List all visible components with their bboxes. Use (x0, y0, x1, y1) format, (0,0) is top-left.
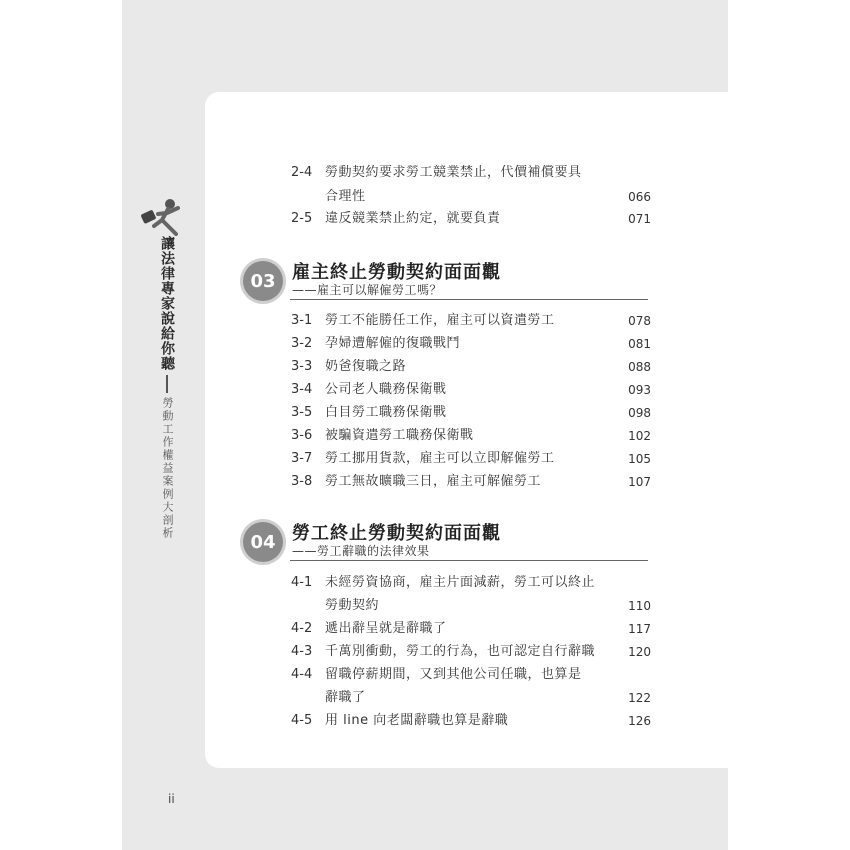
toc-entry (291, 162, 651, 184)
entry-number: 4-5 (291, 713, 313, 728)
entry-title: 合理性 (325, 189, 366, 204)
toc-entry (291, 618, 651, 640)
chapter-divider (290, 299, 648, 300)
entry-number: 3-2 (291, 336, 313, 351)
chapter-title: 勞工終止勞動契約面面觀 (292, 523, 501, 544)
entry-number: 3-4 (291, 382, 313, 397)
book-side-title (152, 236, 182, 540)
entry-title: 千萬別衝動，勞工的行為，也可認定自行辭職 (325, 644, 596, 659)
entry-number: 2-5 (291, 211, 313, 226)
entry-title: 勞動契約要求勞工競業禁止，代價補償要具 (325, 165, 582, 180)
book-subtitle: 勞動工作權益案例大剖析 (161, 397, 174, 540)
entry-number: 3-7 (291, 451, 313, 466)
entry-number: 3-6 (291, 428, 313, 443)
entry-number: 3-3 (291, 359, 313, 374)
entry-title: 孕婦遭解僱的復職戰鬥 (325, 336, 461, 351)
entry-page: 102 (628, 429, 651, 443)
toc-entry (291, 333, 651, 355)
toc-entry-continuation (291, 186, 651, 208)
toc-entry (291, 471, 651, 493)
toc-entry (291, 310, 651, 332)
entry-page: 122 (628, 691, 651, 705)
entry-title: 遞出辭呈就是辭職了 (325, 621, 447, 636)
title-divider (166, 375, 168, 393)
entry-title: 被騙資遣勞工職務保衛戰 (325, 428, 474, 443)
entry-title: 公司老人職務保衛戰 (325, 382, 447, 397)
toc-entry (291, 710, 651, 732)
toc-entry (291, 572, 651, 594)
entry-number: 3-1 (291, 313, 313, 328)
chapter-title: 雇主終止勞動契約面面觀 (292, 262, 501, 283)
entry-title: 留職停薪期間，又到其他公司任職，也算是 (325, 667, 582, 682)
entry-page: 105 (628, 452, 651, 466)
entry-page: 126 (628, 714, 651, 728)
entry-title: 勞工挪用貨款，雇主可以立即解僱勞工 (325, 451, 555, 466)
toc-entry (291, 208, 651, 230)
entry-number: 2-4 (291, 165, 313, 180)
chapter-divider (290, 560, 648, 561)
entry-page: 110 (628, 599, 651, 613)
entry-number: 4-4 (291, 667, 313, 682)
entry-number: 3-8 (291, 474, 313, 489)
entry-page: 093 (628, 383, 651, 397)
entry-page: 078 (628, 314, 651, 328)
entry-page: 120 (628, 645, 651, 659)
toc-entry (291, 448, 651, 470)
entry-page: 088 (628, 360, 651, 374)
chapter-badge: 03 (243, 261, 283, 301)
entry-number: 3-5 (291, 405, 313, 420)
entry-title: 違反競業禁止約定，就要負責 (325, 211, 501, 226)
entry-page: 081 (628, 337, 651, 351)
entry-title: 辭職了 (325, 690, 366, 705)
entry-title: 奶爸復職之路 (325, 359, 407, 374)
toc-entry (291, 425, 651, 447)
book-title: 讓法律專家說給你聽 (159, 236, 175, 371)
entry-title: 勞動契約 (325, 598, 380, 613)
entry-title: 白目勞工職務保衛戰 (325, 405, 447, 420)
entry-title: 未經勞資協商，雇主片面減薪，勞工可以終止 (325, 575, 596, 590)
toc-entry (291, 641, 651, 663)
entry-title: 用 line 向老闆辭職也算是辭職 (325, 713, 509, 728)
chapter-subtitle: ——雇主可以解僱勞工嗎？ (292, 283, 443, 297)
chapter-badge: 04 (243, 522, 283, 562)
entry-page: 117 (628, 622, 651, 636)
toc-entry-continuation (291, 687, 651, 709)
toc-entry (291, 402, 651, 424)
toc-entry-continuation (291, 595, 651, 617)
entry-page: 066 (628, 190, 651, 204)
toc-entry (291, 356, 651, 378)
entry-title: 勞工無故曠職三日，雇主可解僱勞工 (325, 474, 542, 489)
entry-page: 107 (628, 475, 651, 489)
chapter-subtitle: ——勞工辭職的法律效果 (292, 544, 430, 558)
entry-number: 4-2 (291, 621, 313, 636)
toc-entry (291, 379, 651, 401)
entry-number: 4-1 (291, 575, 313, 590)
entry-page: 071 (628, 212, 651, 226)
running-figure-icon (140, 198, 186, 236)
toc-entry (291, 664, 651, 686)
entry-title: 勞工不能勝任工作，雇主可以資遣勞工 (325, 313, 555, 328)
entry-page: 098 (628, 406, 651, 420)
entry-number: 4-3 (291, 644, 313, 659)
page-number: ii (168, 792, 175, 806)
